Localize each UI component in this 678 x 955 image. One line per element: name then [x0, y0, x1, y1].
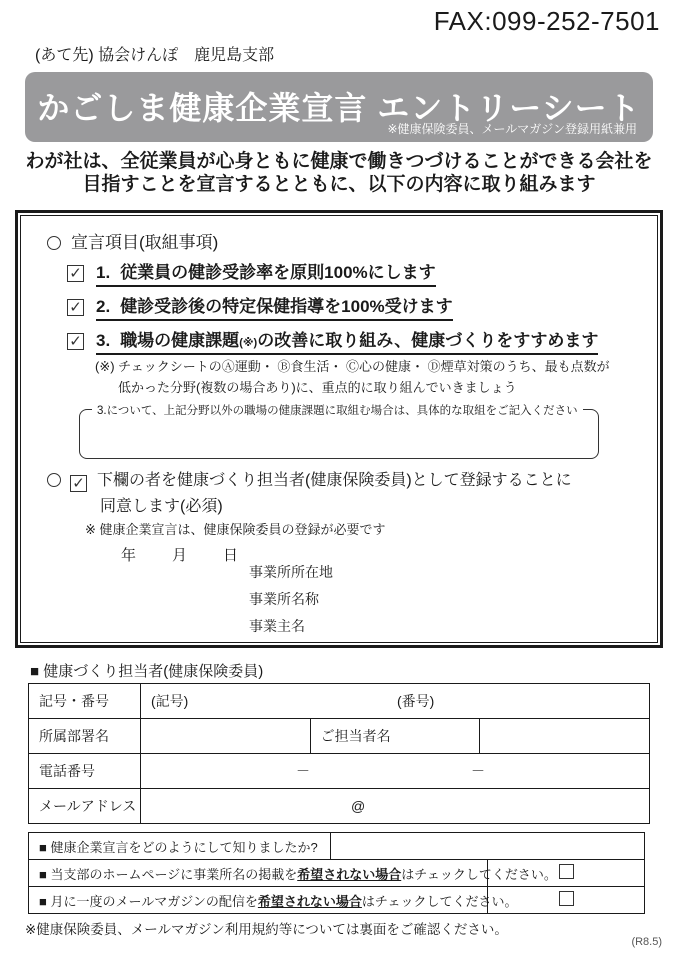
contact-person-label: ご担当者名 [310, 719, 480, 754]
mailmag-optout-after: はチェックしてください。 [361, 893, 518, 909]
number-hint: (番号) [397, 693, 435, 709]
pledge-item-2-text: 健診受診後の特定保健指導を100%受けます [120, 297, 453, 316]
form-version: (R8.5) [631, 936, 662, 948]
banner-subtitle: ※健康保険委員、メールマガジン登録用紙兼用 [387, 122, 637, 136]
email-field[interactable] [141, 789, 650, 824]
office-address-label: 事業所所在地 [249, 564, 333, 580]
agreement-line2: 同意します(必須) [100, 498, 223, 515]
mailmag-optout-checkbox[interactable] [559, 891, 574, 906]
pledge-item-3-checkbox[interactable]: ✓ [67, 333, 84, 350]
committee-table [28, 683, 650, 824]
agreement-note: ※ 健康企業宣言は、健康保険委員の登録が必要です [85, 522, 386, 537]
table-row [29, 887, 645, 914]
date-day-label: 日 [223, 547, 239, 564]
declaration-statement [0, 150, 678, 196]
table-row [29, 684, 650, 719]
office-name-label: 事業所名称 [249, 591, 319, 607]
page-title: かごしま健康企業宣言 エントリーシート [37, 90, 641, 126]
table-row [29, 860, 645, 887]
fax-number: FAX:099-252-7501 [433, 6, 660, 36]
table-row [29, 719, 650, 754]
pledge-item-3-ref: (※) [239, 337, 258, 349]
pledge-box [15, 210, 663, 648]
circle-bullet-icon [47, 236, 61, 250]
declaration-line2: 目指すことを宣言するとともに、以下の内容に取り組みます [82, 174, 596, 195]
committee-section-heading: ■ 健康づくり担当者(健康保険委員) [30, 663, 264, 680]
pledge-item-1 [67, 258, 436, 283]
pledge-note-line1: (※) チェックシートのⒶ運動・ Ⓑ食生活・ Ⓒ心の健康・ Ⓓ煙草対策のうち、最も点数が [95, 359, 610, 374]
symbol-number-label: 記号・番号 [29, 684, 141, 719]
homepage-optout-after: はチェックしてください。 [401, 866, 557, 882]
phone-label: 電話番号 [29, 754, 141, 789]
owner-name-label: 事業主名 [249, 618, 305, 634]
footer-note: ※健康保険委員、メールマガジン利用規約等については裏面をご確認ください。 [25, 922, 508, 937]
email-label: メールアドレス [29, 789, 141, 824]
memo-input-box[interactable] [79, 405, 599, 459]
agreement-row [47, 467, 572, 492]
phone-dash2: － [471, 763, 485, 779]
pledge-heading [47, 228, 218, 253]
pledge-item-1-text: 従業員の健診受診率を原則100%にします [120, 263, 436, 282]
pledge-note-line2: 低かった分野(複数の場合あり)に、重点的に取り組んでいきましょう [118, 380, 517, 395]
mailmag-optout-label [29, 887, 518, 914]
table-row [29, 754, 650, 789]
pledge-item-2-checkbox[interactable]: ✓ [67, 299, 84, 316]
pledge-item-2-number: 2. [96, 297, 111, 316]
homepage-optout-checkbox[interactable] [559, 864, 574, 879]
circle-bullet-icon [47, 473, 61, 487]
pledge-item-3 [67, 326, 598, 351]
date-year-label: 年 [121, 547, 137, 564]
title-banner [25, 72, 653, 142]
homepage-optout-em: 希望されない場合 [297, 866, 402, 882]
phone-dash1: － [296, 763, 310, 779]
department-field[interactable] [141, 719, 311, 754]
symbol-number-field[interactable] [141, 684, 650, 719]
email-at-sign: @ [351, 798, 366, 814]
pledge-item-1-number: 1. [96, 263, 111, 282]
addressee-line: (あて先) 協会けんぽ 鹿児島支部 [35, 47, 275, 64]
pledge-item-1-checkbox[interactable]: ✓ [67, 265, 84, 282]
homepage-optout-before: ■ 当支部のホームページに事業所名の掲載を [39, 866, 298, 882]
memo-box-legend: 3.について、上記分野以外の職場の健康課題に取組む場合は、具体的な取組をご記入ください [92, 402, 583, 418]
department-label: 所属部署名 [29, 719, 141, 754]
phone-field[interactable] [141, 754, 650, 789]
homepage-optout-label [29, 860, 557, 887]
pledge-item-3-number: 3. [96, 331, 111, 350]
pledge-item-3-text-before: 職場の健康課題 [120, 331, 240, 350]
symbol-hint: (記号) [151, 693, 189, 709]
pledge-heading-label: 宣言項目(取組事項) [71, 233, 219, 252]
mailmag-optout-em: 希望されない場合 [257, 893, 362, 909]
table-row [29, 833, 645, 860]
pledge-item-2 [67, 292, 453, 317]
date-month-label: 月 [172, 547, 188, 564]
pledge-box-inner [20, 215, 658, 643]
declaration-line1: わが社は、全従業員が心身ともに健康で働きつづけることができる会社を [25, 151, 653, 172]
table-row [29, 789, 650, 824]
how-did-you-know-field[interactable] [331, 833, 645, 860]
pledge-item-3-text-after: の改善に取り組み、健康づくりをすすめます [257, 331, 599, 350]
contact-person-field[interactable] [480, 719, 650, 754]
mailmag-optout-before: ■ 月に一度のメールマガジンの配信を [39, 893, 258, 909]
survey-table [28, 832, 645, 914]
how-did-you-know-label: ■ 健康企業宣言をどのようにして知りましたか? [29, 833, 331, 860]
agreement-line1: 下欄の者を健康づくり担当者(健康保険委員)として登録することに [97, 472, 572, 489]
agreement-checkbox[interactable]: ✓ [70, 475, 87, 492]
